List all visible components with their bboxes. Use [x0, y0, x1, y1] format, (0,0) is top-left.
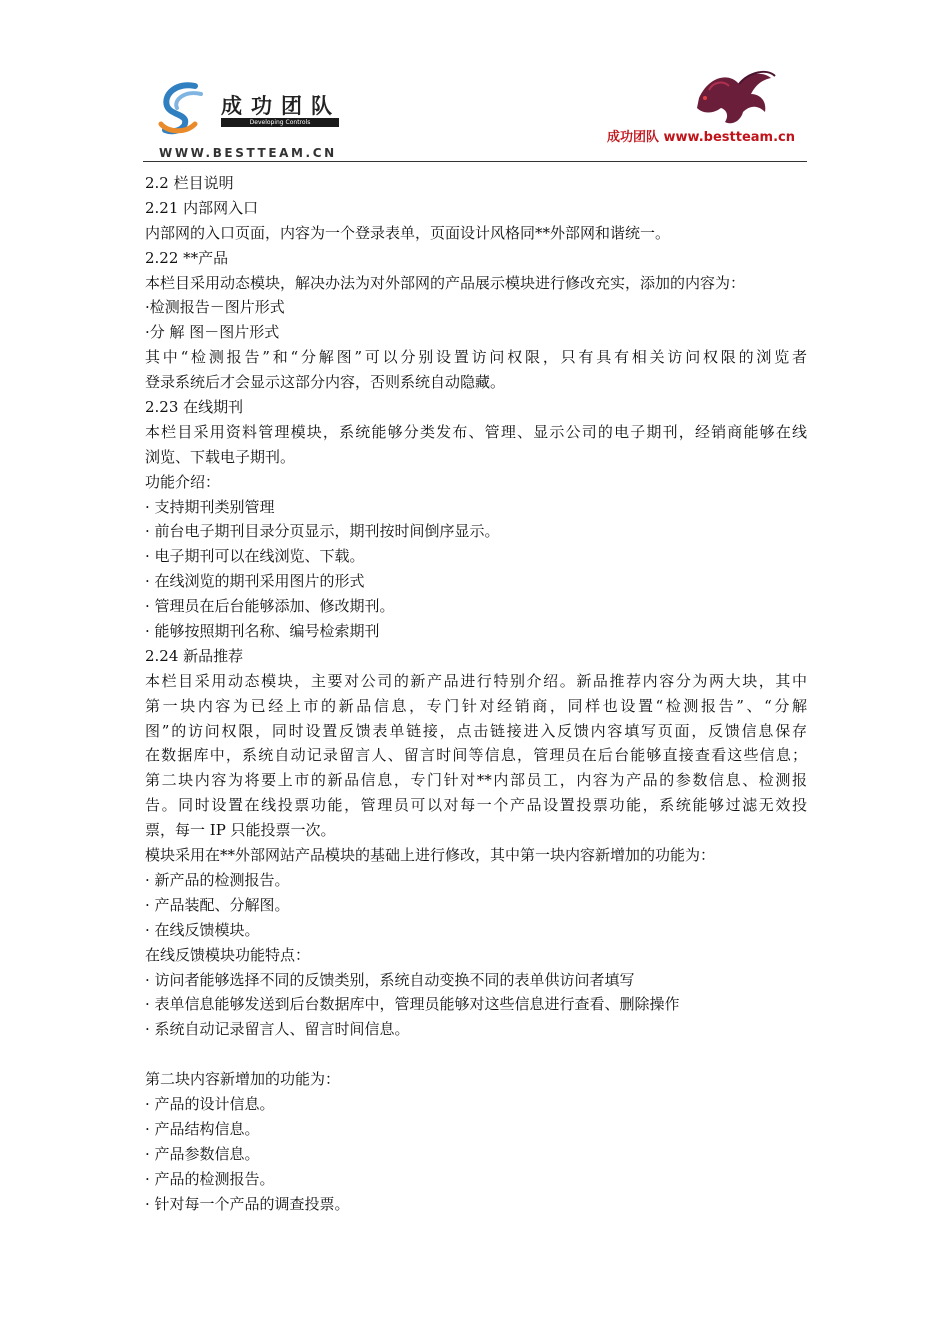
list-item: · 前台电子期刊目录分页显示，期刊按时间倒序显示。: [145, 522, 500, 541]
paragraph-line: 本栏目采用动态模块，解决办法为对外部网的产品展示模块进行修改充实，添加的内容为：: [145, 273, 746, 292]
page-header: [143, 66, 807, 162]
paragraph-line: 其中“检测报告”和“分解图”可以分别设置访问权限，只有具有相关访问权限的浏览者: [145, 348, 807, 367]
paragraph-line: 本栏目采用资料管理模块，系统能够分类发布、管理、显示公司的电子期刊，经销商能够在线: [145, 422, 807, 441]
list-item: · 支持期刊类别管理: [145, 497, 275, 516]
blank-line: [145, 1042, 807, 1067]
paragraph-line: 告。同时设置在线投票功能，管理员可以对每一个产品设置投票功能，系统能够过滤无效投: [145, 796, 807, 815]
paragraph-line: 在数据库中，系统自动记录留言人、留言时间等信息，管理员在后台能够直接查看这些信息；: [145, 746, 807, 765]
paragraph-line: 浏览、下载电子期刊。: [145, 447, 296, 466]
list-item: · 在线反馈模块。: [145, 920, 260, 939]
paragraph-line: 票，每一 IP 只能投票一次。: [145, 821, 336, 840]
list-item: · 能够按照期刊名称、编号检索期刊: [145, 622, 380, 641]
list-item: · 系统自动记录留言人、留言时间信息。: [145, 1020, 410, 1039]
paragraph-line: 第二块内容为将要上市的新品信息，专门针对**内部员工，内容为产品的参数信息、检测报: [145, 771, 807, 790]
header-right-caption: 成功团队 www.bestteam.cn: [607, 130, 795, 145]
logo-swirl-icon: [155, 80, 211, 136]
list-item: · 电子期刊可以在线浏览、下载。: [145, 547, 365, 566]
list-item: · 表单信息能够发送到后台数据库中，管理员能够对这些信息进行查看、删除操作: [145, 995, 680, 1014]
paragraph-line: 内部网的入口页面，内容为一个登录表单，页面设计风格同**外部网和谐统一。: [145, 223, 671, 242]
paragraph-line: 功能介绍：: [145, 472, 221, 491]
list-item: ·分 解 图－图片形式: [145, 323, 280, 342]
list-item: · 产品的设计信息。: [145, 1094, 275, 1113]
list-item: · 管理员在后台能够添加、修改期刊。: [145, 597, 395, 616]
bestteam-logo: [155, 76, 345, 160]
list-item: · 产品装配、分解图。: [145, 895, 290, 914]
paragraph-line: 登录系统后才会显示这部分内容，否则系统自动隐藏。: [145, 373, 506, 392]
list-item: · 产品参数信息。: [145, 1144, 260, 1163]
list-item: · 针对每一个产品的调查投票。: [145, 1194, 350, 1213]
paragraph-line: 第一块内容为已经上市的新品信息，专门针对经销商，同样也设置“检测报告”、“分解: [145, 696, 807, 715]
list-item: · 产品的检测报告。: [145, 1169, 275, 1188]
section-heading: 2.21 内部网入口: [145, 198, 259, 217]
logo-title: 成功团队: [221, 94, 341, 118]
list-item: · 在线浏览的期刊采用图片的形式: [145, 572, 365, 591]
paragraph-line: 模块采用在**外部网站产品模块的基础上进行修改，其中第一块内容新增加的功能为：: [145, 846, 716, 865]
paragraph-line: 图”的访问权限，同时设置反馈表单链接，点击链接进入反馈内容填写页面，反馈信息保存: [145, 721, 807, 740]
paragraph-line: 在线反馈模块功能特点：: [145, 945, 311, 964]
header-right-brand: [589, 66, 799, 156]
paragraph-line: 本栏目采用动态模块，主要对公司的新产品进行特别介绍。新品推荐内容分为两大块，其中: [145, 671, 807, 690]
logo-subtitle: Developing Controls: [221, 118, 339, 127]
dragon-icon: [679, 68, 779, 128]
list-item: · 产品结构信息。: [145, 1119, 260, 1138]
section-heading: 2.22 **产品: [145, 248, 229, 267]
list-item: · 访问者能够选择不同的反馈类别，系统自动变换不同的表单供访问者填写: [145, 970, 635, 989]
list-item: · 新产品的检测报告。: [145, 870, 290, 889]
document-body: [145, 171, 807, 1216]
section-heading: 2.24 新品推荐: [145, 646, 244, 665]
logo-url: WWW.BESTTEAM.CN: [159, 146, 337, 160]
paragraph-line: 第二块内容新增加的功能为：: [145, 1070, 341, 1089]
section-heading: 2.2 栏目说明: [145, 174, 234, 192]
list-item: ·检测报告－图片形式: [145, 298, 285, 317]
section-heading: 2.23 在线期刊: [145, 398, 244, 417]
